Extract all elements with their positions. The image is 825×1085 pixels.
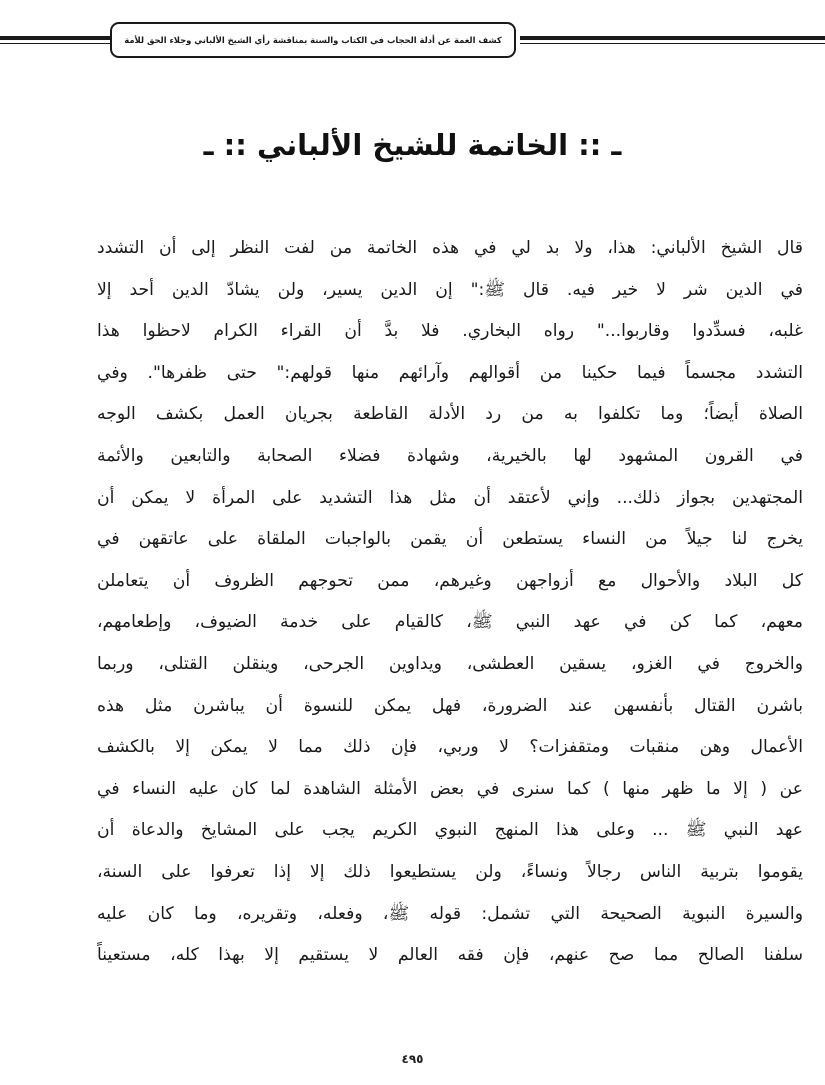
text-line: غلبه، فسدِّدوا وقاربوا..." رواه البخاري. فلا بدَّ أن القراء الكرام لاحظوا هذا bbox=[97, 321, 803, 342]
running-header-title: كشف الغمة عن أدلة الحجاب في الكتاب والسنة بمناقشة رأي الشيخ الألباني وجلاء الحق للأمة bbox=[124, 35, 502, 45]
text-line: يقوموا بتربية الناس رجالاً ونساءً، ولن يستطيعوا ذلك إلا إذا تعرفوا على السنة، bbox=[97, 861, 803, 882]
chapter-title: ـ :: الخاتمة للشيخ الألباني :: ـ bbox=[203, 128, 622, 162]
text-line: كل البلاد والأحوال مع أزواجهن وغيرهم، ممن تحوجهم الظروف أن يتعاملن bbox=[97, 570, 803, 591]
text-line: والخروج في الغزو، يسقين العطشى، ويداوين الجرحى، وينقلن القتلى، وربما bbox=[97, 653, 803, 674]
text-line: عهد النبي ﷺ ... وعلى هذا المنهج النبوي الكريم يجب على المشايخ والدعاة أن bbox=[97, 820, 803, 841]
body-text bbox=[97, 228, 803, 977]
text-line: والسيرة النبوية الصحيحة التي تشمل: قوله ﷺ، وفعله، وتقريره، وما كان عليه bbox=[97, 903, 803, 924]
text-line: الأعمال وهن منقبات ومتقفزات؟ لا وربي، فإن ذلك مما لا يمكن إلا بالكشف bbox=[97, 737, 803, 758]
header-rule-right-thin bbox=[520, 43, 825, 44]
text-line: المجتهدين بجواز ذلك... وإني لأعتقد أن مثل هذا التشديد على المرأة لا يمكن أن bbox=[97, 487, 803, 508]
header-rule-left-thin bbox=[0, 43, 110, 44]
page-number: ٤٩٥ bbox=[401, 1052, 424, 1066]
text-line: عن ( إلا ما ظهر منها ) كما سنرى في بعض الأمثلة الشاهدة لما كان عليه النساء في bbox=[97, 778, 803, 799]
text-line: التشدد مجسماً فيما حكينا من أقوالهم وآرائهم منها قولهم:" حتى ظفرها". وفي bbox=[97, 362, 803, 383]
text-line: باشرن القتال بأنفسهن عند الضرورة، فهل يمكن للنسوة أن يباشرن مثل هذه bbox=[97, 695, 803, 716]
header-rule-right bbox=[520, 36, 825, 40]
text-line: الصلاة أيضاً؛ وما تكلفوا به من رد الأدلة القاطعة بجريان العمل بكشف الوجه bbox=[97, 404, 803, 425]
text-line: قال الشيخ الألباني: هذا، ولا بد لي في هذه الخاتمة من لفت النظر إلى أن التشدد bbox=[97, 238, 803, 258]
text-line: يخرج لنا جيلاً من النساء يستطعن أن يقمن بالواجبات الملقاة على عاتقهن في bbox=[97, 529, 803, 550]
text-line: سلفنا الصالح مما صح عنهم، فإن فقه العالم لا يستقيم إلا بهذا كله، مستعيناً bbox=[97, 945, 803, 966]
text-line: معهم، كما كن في عهد النبي ﷺ، كالقيام على خدمة الضيوف، وإطعامهم، bbox=[97, 612, 803, 633]
text-line: في القرون المشهود لها بالخيرية، وشهادة فضلاء الصحابة والتابعين والأئمة bbox=[97, 445, 803, 466]
header-rule-left bbox=[0, 36, 110, 40]
running-header-box bbox=[110, 22, 516, 58]
text-line: في الدين شر لا خير فيه. قال ﷺ:" إن الدين يسير، ولن يشادّ الدين أحد إلا bbox=[97, 279, 803, 300]
